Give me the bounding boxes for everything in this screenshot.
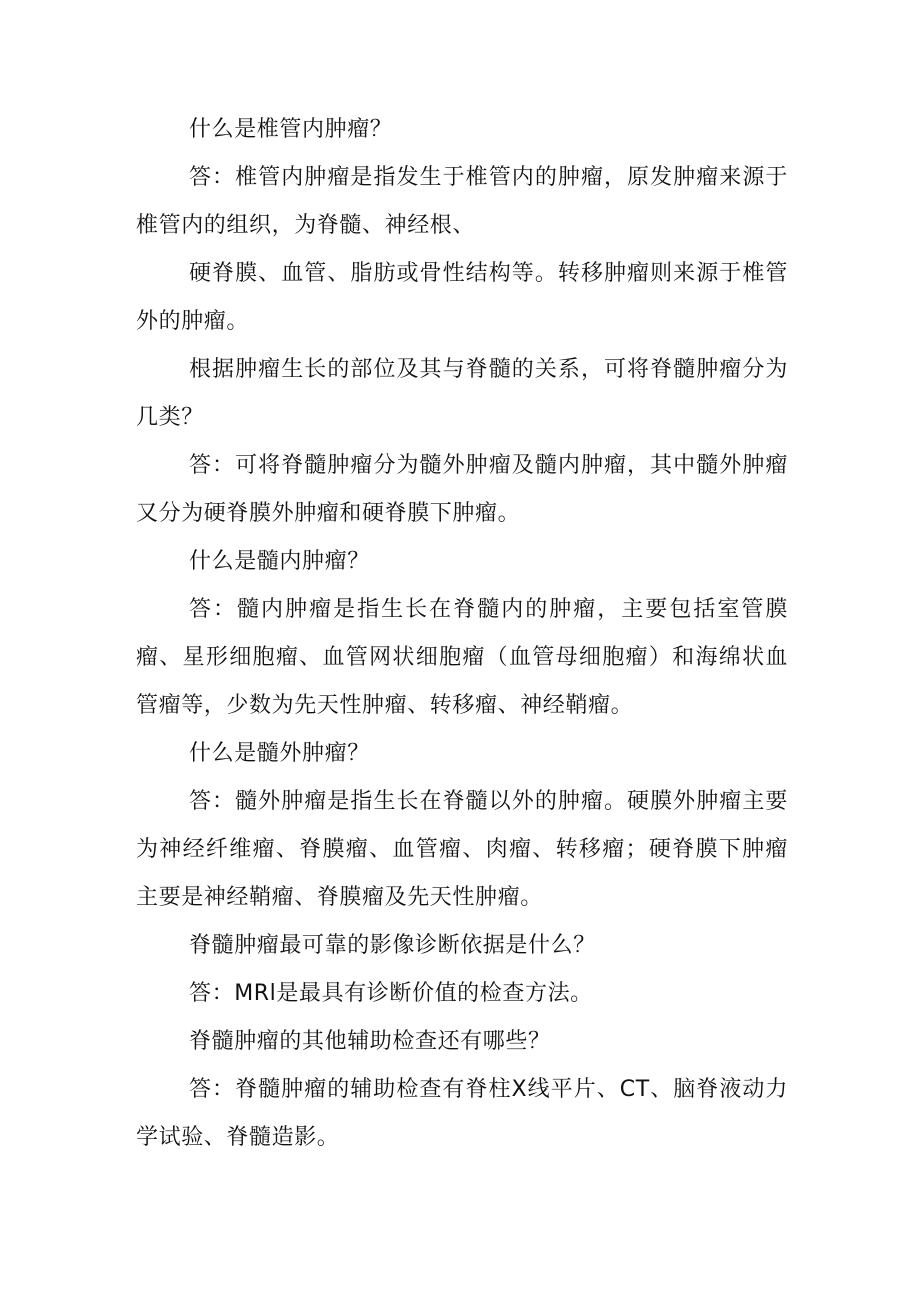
answer-extramedullary-tumor: 答：髓外肿瘤是指生长在脊髓以外的肿瘤。硬膜外肿瘤主要为神经纤维瘤、脊膜瘤、血管瘤、肉瘤、转移瘤；硬脊膜下肿瘤主要是神经鞘瘤、脊膜瘤及先天性肿瘤。 <box>136 789 788 910</box>
question-intramedullary-tumor: 什么是髓内肿瘤？ <box>189 549 370 574</box>
answer-intramedullary-tumor: 答：髓内肿瘤是指生长在脊髓内的肿瘤，主要包括室管膜瘤、星形细胞瘤、血管网状细胞瘤（血管母细胞瘤）和海绵状血管瘤等，少数为先天性肿瘤、转移瘤、神经鞘瘤。 <box>136 597 788 718</box>
question-auxiliary-exams: 脊髓肿瘤的其他辅助检查还有哪些？ <box>189 1029 551 1054</box>
question-imaging-diagnosis: 脊髓肿瘤最可靠的影像诊断依据是什么？ <box>189 933 596 958</box>
question-intraspinal-tumor: 什么是椎管内肿瘤？ <box>189 117 393 142</box>
question-extramedullary-tumor: 什么是髓外肿瘤？ <box>189 741 370 766</box>
answer-imaging-diagnosis: 答：MRl是最具有诊断价值的检查方法。 <box>189 981 593 1006</box>
answer-tumor-classification: 答：可将脊髓肿瘤分为髓外肿瘤及髓内肿瘤，其中髓外肿瘤又分为硬脊膜外肿瘤和硬脊膜下肿瘤。 <box>136 453 788 526</box>
question-tumor-classification: 根据肿瘤生长的部位及其与脊髓的关系，可将脊髓肿瘤分为几类？ <box>136 357 788 430</box>
answer-auxiliary-exams: 答：脊髓肿瘤的辅助检查有脊柱X线平片、CT、脑脊液动力学试验、脊髓造影。 <box>136 1077 788 1150</box>
answer-intraspinal-tumor-continued: 硬脊膜、血管、脂肪或骨性结构等。转移肿瘤则来源于椎管外的肿瘤。 <box>136 261 788 334</box>
document-body <box>136 106 788 1162</box>
answer-intraspinal-tumor: 答：椎管内肿瘤是指发生于椎管内的肿瘤，原发肿瘤来源于椎管内的组织，为脊髓、神经根、 <box>136 165 788 238</box>
